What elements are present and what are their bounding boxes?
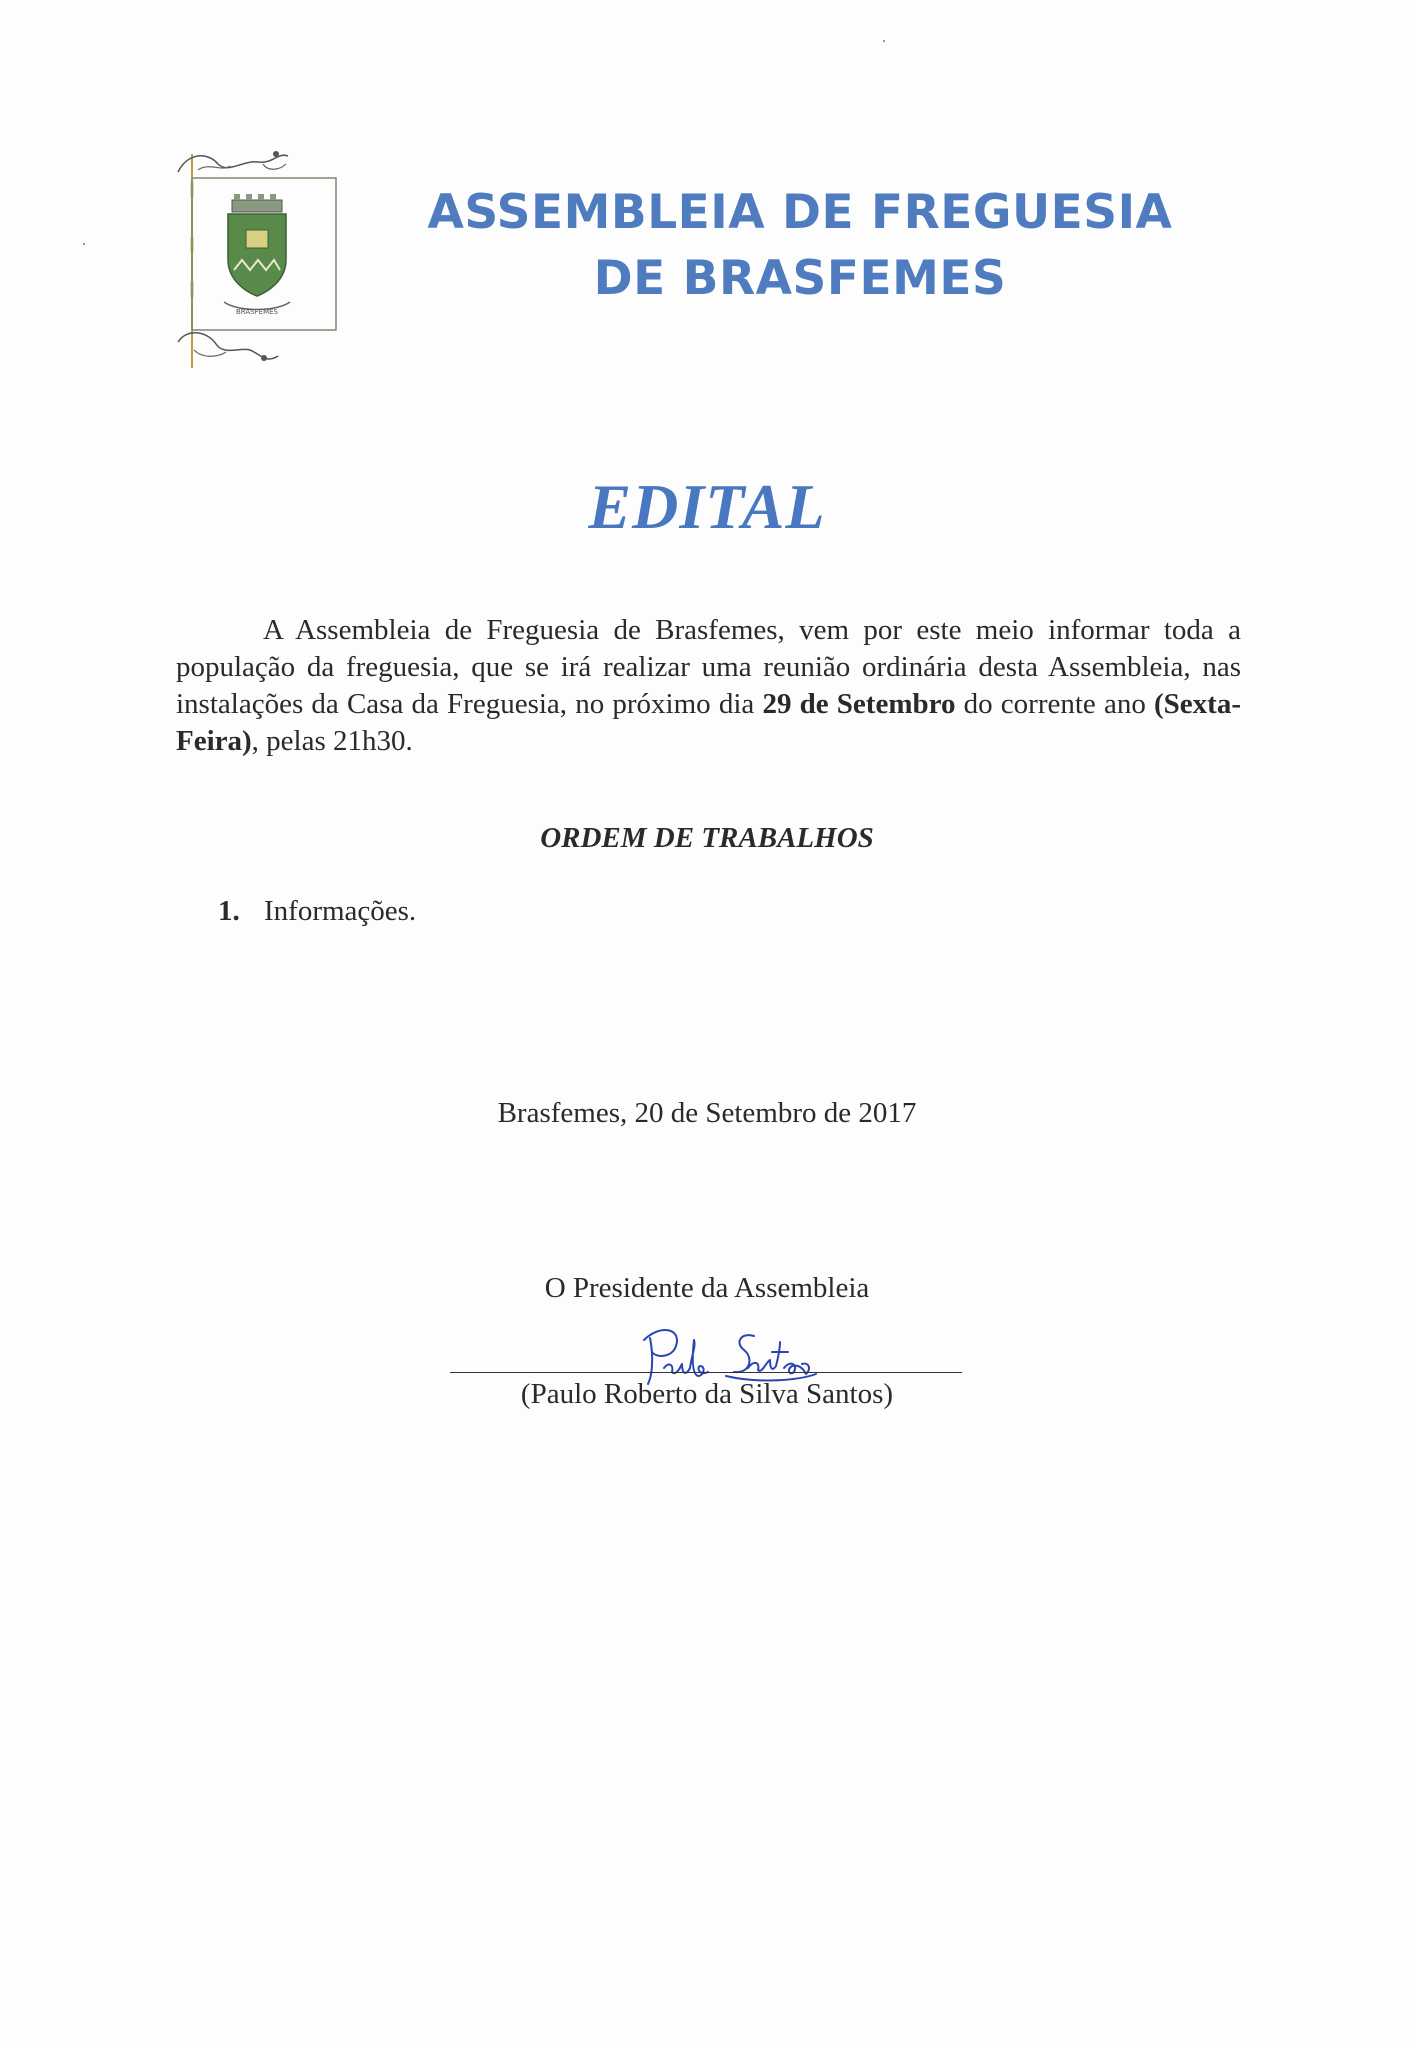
place-and-date: Brasfemes, 20 de Setembro de 2017 bbox=[497, 1097, 917, 1129]
paragraph-text: A Assembleia de Freguesia de Brasfemes, vem por este meio informar toda a população da freguesia, que se irá realizar uma reunião ordinária desta Assembleia, nas instalações da Casa da Freguesia, no próximo dia bbox=[176, 614, 1241, 720]
agenda-item bbox=[218, 895, 416, 928]
meeting-date: 29 de Setembro bbox=[762, 688, 956, 720]
agenda-item-number: 1. bbox=[218, 895, 240, 927]
svg-text:BRASFEMES: BRASFEMES bbox=[236, 308, 278, 316]
document-heading: EDITAL bbox=[588, 471, 826, 542]
coat-of-arms-flag-icon bbox=[168, 142, 348, 374]
signature-line bbox=[450, 1372, 962, 1373]
agenda-item-text: Informações. bbox=[264, 895, 417, 927]
scan-speck bbox=[83, 243, 85, 245]
scan-speck bbox=[883, 40, 885, 42]
agenda-title: ORDEM DE TRABALHOS bbox=[540, 822, 874, 854]
paragraph-text: do corrente ano bbox=[955, 688, 1155, 720]
signatory-role: O Presidente da Assembleia bbox=[544, 1272, 870, 1304]
paragraph-text: , pelas 21h30. bbox=[251, 725, 413, 757]
agenda-list bbox=[218, 895, 416, 928]
institution-title-line-1: ASSEMBLEIA DE FREGUESIA bbox=[427, 185, 1173, 240]
notice-paragraph bbox=[176, 612, 1241, 760]
signatory-name: (Paulo Roberto da Silva Santos) bbox=[520, 1378, 894, 1410]
institution-title bbox=[420, 180, 1180, 312]
institution-title-line-2: DE BRASFEMES bbox=[593, 251, 1007, 306]
meeting-weekday: (Sexta-Feira) bbox=[176, 688, 1241, 757]
